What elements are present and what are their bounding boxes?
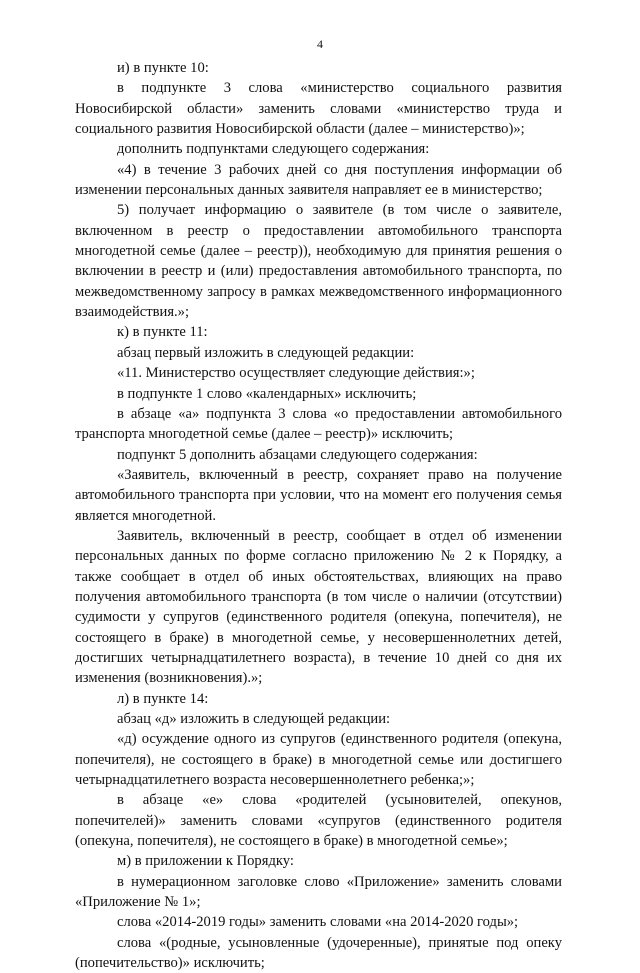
paragraph: л) в пункте 14: — [117, 690, 209, 707]
paragraph: слова «2014-2019 годы» заменить словами «на 2014-2020 годы»; — [117, 914, 519, 931]
paragraph: в подпункте 1 слово «календарных» исключить; — [117, 385, 417, 402]
paragraph: абзац первый изложить в следующей редакции: — [117, 344, 415, 361]
paragraph: подпункт 5 дополнить абзацами следующего содержания: — [117, 446, 478, 463]
document-body — [75, 58, 562, 973]
paragraph: 5) получает информацию о заявителе (в том числе о заявителе, включенном в реестр о предоставлении автомобильного транспорта многодетной семье (далее – реестр)), необходимую для принятия решения о включении в реестр и (или) предоставления автомобильного транспорта, по межведомственному запросу в рамках межведомственного информационного взаимодействия.»; — [75, 202, 562, 321]
paragraph: в нумерационном заголовке слово «Приложение» заменить словами «Приложение № 1»; — [75, 873, 562, 911]
paragraph: к) в пункте 11: — [117, 324, 208, 341]
paragraph: Заявитель, включенный в реестр, сообщает в отдел об изменении персональных данных по форме согласно приложению № 2 к Порядку, а также сообщает в отдел об иных обстоятельствах, влияющих на право получения автомобильного транспорта (в том числе о наличии (отсутствии) судимости у супругов (единственного родителя (опекуна, попечителя), не состоящего в браке) в многодетной семье, у несовершеннолетних детей, достигших четырнадцатилетнего возраста), в течение 10 дней со дня их изменения (возникновения).»; — [75, 527, 562, 687]
paragraph: м) в приложении к Порядку: — [117, 853, 294, 870]
paragraph: в абзаце «а» подпункта 3 слова «о предоставлении автомобильного транспорта многодетной семье (далее – реестр)» исключить; — [75, 405, 562, 443]
paragraph: «д) осуждение одного из супругов (единственного родителя (опекуна, попечителя), не состоящего в браке) в многодетной семье или достигшего четырнадцатилетнего возраста несовершеннолетнего ребенка;»; — [75, 731, 562, 789]
page-number: 4 — [317, 37, 323, 51]
paragraph: в подпункте 3 слова «министерство социального развития Новосибирской области» заменить словами «министерство труда и социального развития Новосибирской области (далее – министерство)»; — [75, 80, 562, 138]
paragraph: и) в пункте 10: — [117, 60, 209, 76]
paragraph: «4) в течение 3 рабочих дней со дня поступления информации об изменении персональных данных заявителя направляет ее в министерство; — [75, 161, 562, 199]
paragraph: в абзаце «е» слова «родителей (усыновителей, опекунов, попечителей)» заменить словами «супругов (единственного родителя (опекуна, попечителя), не состоящего в браке) в многодетной семье»; — [75, 792, 562, 850]
paragraph: абзац «д» изложить в следующей редакции: — [117, 711, 391, 727]
paragraph: «Заявитель, включенный в реестр, сохраняет право на получение автомобильного транспорта при условии, что на момент его получения семья является многодетной. — [75, 466, 562, 524]
paragraph: «11. Министерство осуществляет следующие действия:»; — [117, 365, 475, 382]
paragraph: дополнить подпунктами следующего содержания: — [117, 141, 430, 158]
paragraph: слова «(родные, усыновленные (удочеренные), принятые под опеку (попечительство)» исключить; — [75, 934, 562, 972]
